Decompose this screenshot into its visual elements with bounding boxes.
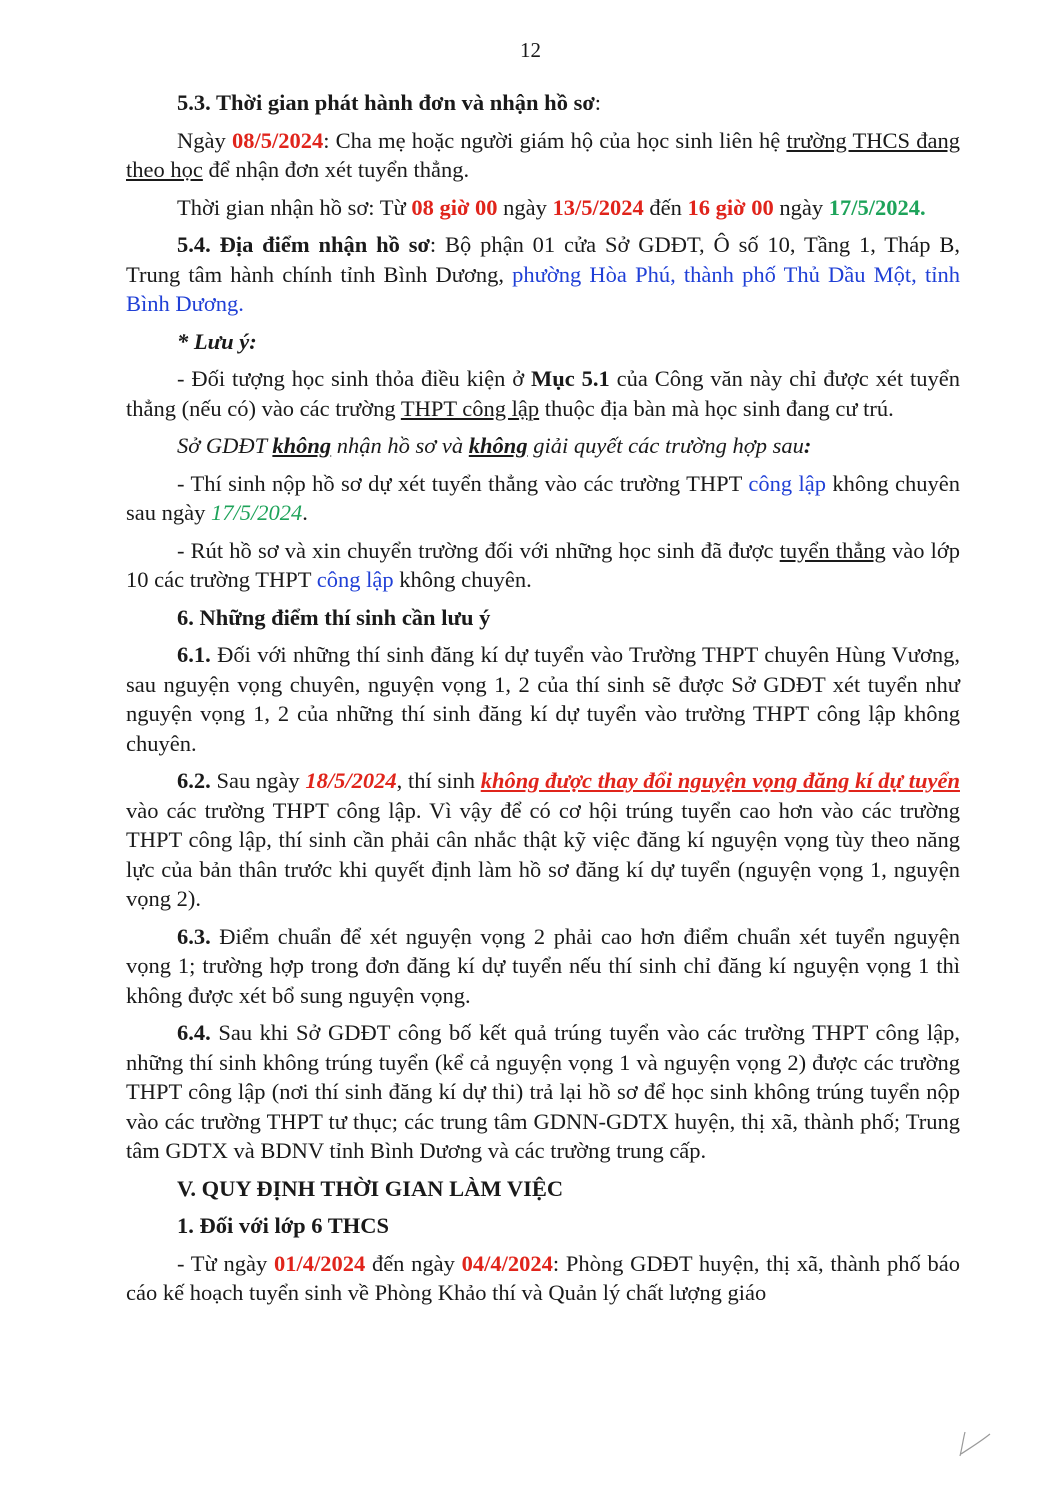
- section-v-heading: V. QUY ĐỊNH THỜI GIAN LÀM VIỆC: [177, 1175, 564, 1201]
- section-5-4-paragraph: 5.4. Địa điểm nhận hồ sơ: Bộ phận 01 cửa Sở GDĐT, Ô số 10, Tầng 1, Tháp B, Trung tâm hành chính tỉnh Bình Dương, phường Hòa Phú, thành phố Thủ Dầu Một, tỉnh Bình Dương.: [126, 232, 961, 316]
- section-5-3-heading: 5.3. Thời gian phát hành đơn và nhận hồ sơ:: [177, 90, 602, 115]
- initials-signature-mark: [948, 1418, 994, 1460]
- section-6-1-paragraph: 6.1. Đối với những thí sinh đăng kí dự tuyển vào Trường THPT chuyên Hùng Vương, sau nguyện vọng chuyên, nguyện vọng 1, 2 của thí sinh sẽ được Sở GDĐT xét tuyển như nguyện vọng 1, 2 của những thí sinh đăng kí dự tuyển vào trường THPT công lập không chuyên.: [126, 642, 960, 756]
- section-v-1-paragraph: - Từ ngày 01/4/2024 đến ngày 04/4/2024: Phòng GDĐT huyện, thị xã, thành phố báo cáo kế hoạch tuyển sinh về Phòng Khảo thí và Quản lý chất lượng giáo: [126, 1250, 960, 1305]
- document-body: [126, 88, 960, 1316]
- section-6-4-paragraph: 6.4. Sau khi Sở GDĐT công bố kết quả trúng tuyển vào các trường THPT công lập, những thí sinh không trúng tuyển (kể cả nguyện vọng 1 và nguyện vọng 2) được các trường THPT công lập (nơi thí sinh đăng kí dự thi) trả lại hồ sơ để học sinh không trúng tuyển nộp vào các trường THPT tư thục; các trung tâm GDNN-GDTX huyện, thị xã, thành phố; Trung tâm GDTX và BDNV tỉnh Bình Dương và các trường trung cấp.: [126, 1020, 960, 1163]
- note-paragraph-3: - Thí sinh nộp hồ sơ dự xét tuyển thẳng vào các trường THPT công lập không chuyên sau ngày 17/5/2024.: [126, 470, 960, 525]
- note-paragraph-4: - Rút hồ sơ và xin chuyển trường đối với những học sinh đã được tuyển thẳng vào lớp 10 các trường THPT công lập không chuyên.: [126, 537, 961, 592]
- section-6-2-paragraph: 6.2. Sau ngày 18/5/2024, thí sinh không được thay đổi nguyện vọng đăng kí dự tuyển vào các trường THPT công lập. Vì vậy để có cơ hội trúng tuyển cao hơn vào các trường THPT công lập, thí sinh cần phải cân nhắc thật kỹ việc đăng kí nguyện vọng tùy theo năng lực của bản thân trước khi quyết định làm hồ sơ đăng kí dự tuyển (nguyện vọng 1, nguyện vọng 2).: [126, 768, 960, 911]
- section-6-heading: 6. Những điểm thí sinh cần lưu ý: [177, 604, 491, 630]
- section-5-3-paragraph-1: Ngày 08/5/2024: Cha mẹ hoặc người giám hộ của học sinh liên hệ trường THCS đang theo học để nhận đơn xét tuyển thẳng.: [126, 127, 960, 182]
- note-paragraph-1: - Đối tượng học sinh thỏa điều kiện ở Mục 5.1 của Công văn này chỉ được xét tuyển thẳng (nếu có) vào các trường THPT công lập thuộc địa bàn mà học sinh đang cư trú.: [126, 366, 960, 421]
- note-heading: * Lưu ý:: [177, 328, 257, 354]
- section-v-1-heading: 1. Đối với lớp 6 THCS: [177, 1213, 390, 1238]
- page-number: 12: [520, 38, 541, 62]
- section-5-3-paragraph-2: Thời gian nhận hồ sơ: Từ 08 giờ 00 ngày 13/5/2024 đến 16 giờ 00 ngày 17/5/2024.: [177, 194, 926, 220]
- note-paragraph-2: Sở GDĐT không nhận hồ sơ và không giải quyết các trường hợp sau:: [177, 433, 812, 458]
- section-6-3-paragraph: 6.3. Điểm chuẩn để xét nguyện vọng 2 phải cao hơn điểm chuẩn xét tuyển nguyện vọng 1; trường hợp trong đơn đăng kí dự tuyển nếu thí sinh chỉ đăng kí nguyện vọng 1 thì không được xét bổ sung nguyện vọng.: [126, 923, 960, 1008]
